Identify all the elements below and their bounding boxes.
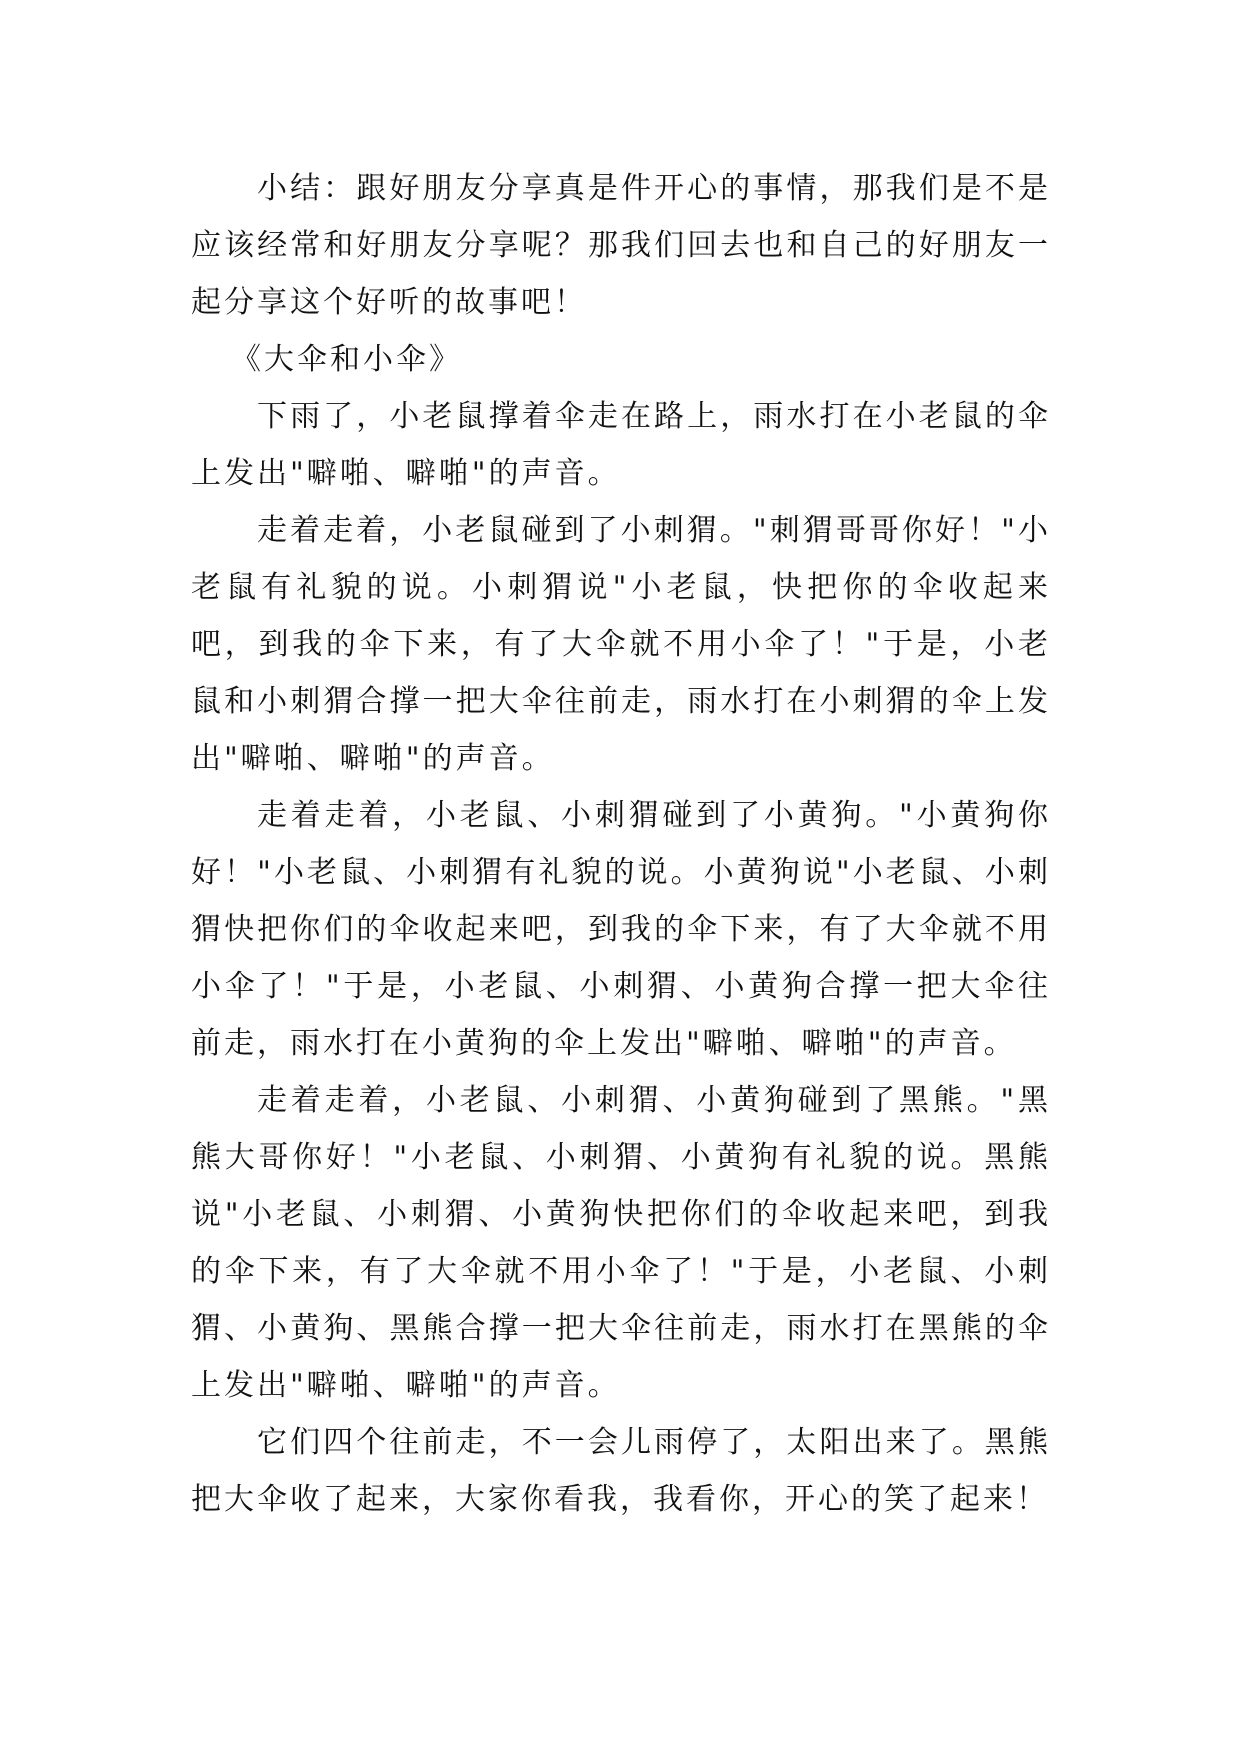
- story-paragraph: 下雨了，小老鼠撑着伞走在路上，雨水打在小老鼠的伞上发出"噼啪、噼啪"的声音。: [191, 399, 1051, 491]
- story-paragraph: 走着走着，小老鼠、小刺猬、小黄狗碰到了黑熊。"黑熊大哥你好！"小老鼠、小刺猬、小黄狗有礼貌的说。黑熊说"小老鼠、小刺猬、小黄狗快把你们的伞收起来吧，到我的伞下来，有了大伞就不用小伞了！"于是，小老鼠、小刺猬、小黄狗、黑熊合撑一把大伞往前走，雨水打在黑熊的伞上发出"噼啪、噼啪"的声音。: [191, 1083, 1051, 1403]
- summary-paragraph: 小结：跟好朋友分享真是件开心的事情，那我们是不是应该经常和好朋友分享呢？那我们回去也和自己的好朋友一起分享这个好听的故事吧！: [191, 171, 1051, 320]
- story-paragraph: 走着走着，小老鼠碰到了小刺猬。"刺猬哥哥你好！"小老鼠有礼貌的说。小刺猬说"小老鼠，快把你的伞收起来吧，到我的伞下来，有了大伞就不用小伞了！"于是，小老鼠和小刺猬合撑一把大伞往前走，雨水打在小刺猬的伞上发出"噼啪、噼啪"的声音。: [191, 513, 1051, 776]
- story-paragraph: 它们四个往前走，不一会儿雨停了，太阳出来了。黑熊把大伞收了起来，大家你看我，我看你，开心的笑了起来！: [191, 1425, 1051, 1517]
- document-body: [191, 160, 1051, 1528]
- story-paragraph: 走着走着，小老鼠、小刺猬碰到了小黄狗。"小黄狗你好！"小老鼠、小刺猬有礼貌的说。小黄狗说"小老鼠、小刺猬快把你们的伞收起来吧，到我的伞下来，有了大伞就不用小伞了！"于是，小老鼠、小刺猬、小黄狗合撑一把大伞往前走，雨水打在小黄狗的伞上发出"噼啪、噼啪"的声音。: [191, 798, 1051, 1061]
- story-title: 《大伞和小伞》: [231, 342, 462, 377]
